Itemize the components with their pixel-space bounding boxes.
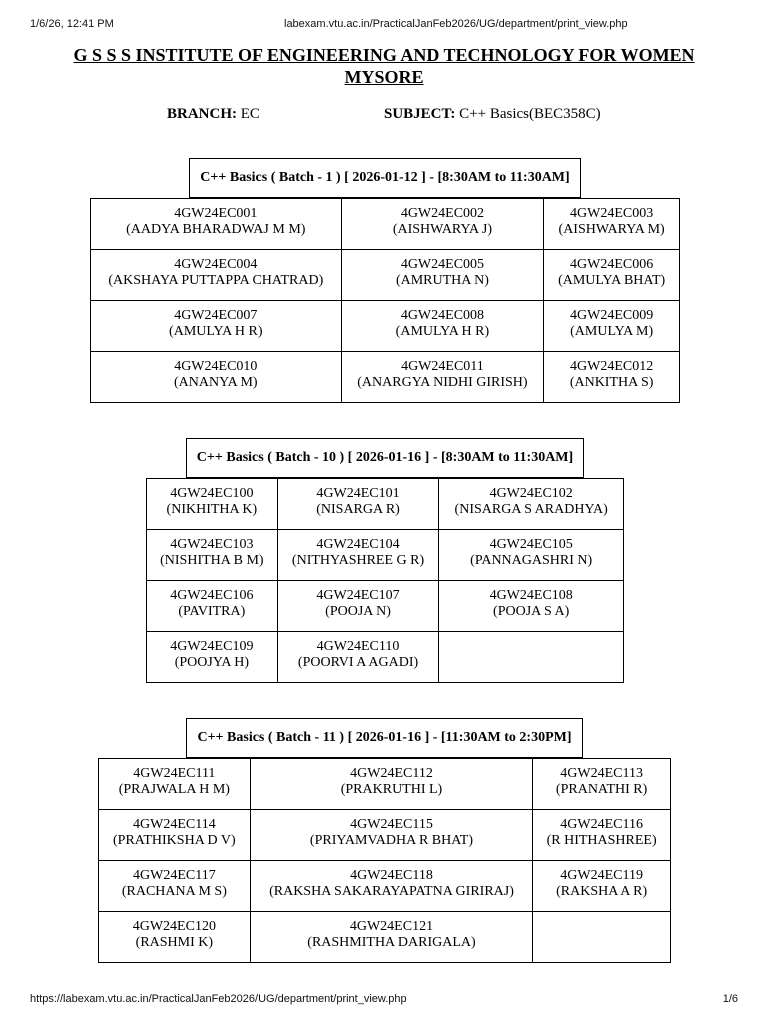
student-cell <box>99 810 251 861</box>
student-usn: 4GW24EC120 <box>132 919 216 934</box>
grid-body <box>147 479 624 683</box>
student-cell <box>544 199 680 250</box>
branch-label: BRANCH: <box>167 106 237 122</box>
student-name: (NISARGA S ARADHYA) <box>454 502 608 517</box>
student-name: (PRIYAMVADHA R BHAT) <box>309 833 474 848</box>
table-row <box>91 199 680 250</box>
student-cell <box>533 861 671 912</box>
student-name: (AMULYA H R) <box>395 324 490 339</box>
print-datetime: 1/6/26, 12:41 PM <box>30 18 114 30</box>
student-usn: 4GW24EC118 <box>350 868 433 883</box>
student-usn: 4GW24EC114 <box>133 817 216 832</box>
student-usn: 4GW24EC116 <box>560 817 643 832</box>
table-row <box>147 632 624 683</box>
table-row <box>147 479 624 530</box>
student-cell <box>544 301 680 352</box>
table-row <box>147 581 624 632</box>
student-cell <box>147 479 278 530</box>
student-cell <box>533 912 671 963</box>
student-usn: 4GW24EC006 <box>570 257 654 272</box>
student-name: (ANARGYA NIDHI GIRISH) <box>357 375 528 390</box>
student-name: (ANKITHA S) <box>569 375 654 390</box>
page-number: 1/6 <box>722 993 738 1005</box>
student-name: (POORVI A AGADI) <box>297 655 419 670</box>
student-name: (AMULYA M) <box>570 324 654 339</box>
student-cell <box>99 759 251 810</box>
student-usn: 4GW24EC100 <box>170 486 254 501</box>
student-cell <box>99 861 251 912</box>
student-cell <box>439 581 624 632</box>
batch-title: C++ Basics ( Batch - 1 ) [ 2026-01-12 ] - [8:30AM to 11:30AM] <box>189 158 580 198</box>
student-name: (PAVITRA) <box>178 604 246 619</box>
student-usn: 4GW24EC115 <box>350 817 433 832</box>
student-cell <box>91 301 342 352</box>
student-usn: 4GW24EC012 <box>570 359 654 374</box>
student-cell <box>341 250 544 301</box>
student-cell <box>341 352 544 403</box>
batch-title: C++ Basics ( Batch - 11 ) [ 2026-01-16 ] - [11:30AM to 2:30PM] <box>186 718 582 758</box>
student-usn: 4GW24EC111 <box>133 766 216 781</box>
student-name: (POOJA N) <box>325 604 391 619</box>
student-name: (AKSHAYA PUTTAPPA CHATRAD) <box>108 273 324 288</box>
branch-value: EC <box>240 106 260 122</box>
student-cell <box>341 199 544 250</box>
student-cell <box>277 581 439 632</box>
batch-title: C++ Basics ( Batch - 10 ) [ 2026-01-16 ] - [8:30AM to 11:30AM] <box>186 438 584 478</box>
student-usn: 4GW24EC105 <box>489 537 573 552</box>
student-name: (POOJA S A) <box>493 604 570 619</box>
student-usn: 4GW24EC110 <box>316 639 400 654</box>
student-cell <box>341 301 544 352</box>
student-name: (RAKSHA A R) <box>556 884 648 899</box>
student-name: (RASHMI K) <box>135 935 214 950</box>
student-grid <box>98 758 671 963</box>
subject-label: SUBJECT: <box>384 106 456 122</box>
student-name: (RAKSHA SAKARAYAPATNA GIRIRAJ) <box>269 884 514 899</box>
table-row <box>99 759 671 810</box>
student-name: (PRAKRUTHI L) <box>340 782 443 797</box>
student-name: (AMULYA H R) <box>169 324 263 339</box>
batch-section <box>90 158 680 403</box>
student-name: (AADYA BHARADWAJ M M) <box>126 222 306 237</box>
table-row <box>99 861 671 912</box>
student-usn: 4GW24EC107 <box>316 588 400 603</box>
institute-city: MYSORE <box>344 67 424 87</box>
print-footer-url: https://labexam.vtu.ac.in/PracticalJanFeb2026/UG/department/print_view.php <box>30 993 407 1005</box>
student-usn: 4GW24EC112 <box>350 766 433 781</box>
student-grid <box>146 478 624 683</box>
student-cell <box>277 632 439 683</box>
student-cell <box>250 912 533 963</box>
batch-section <box>146 438 624 683</box>
student-usn: 4GW24EC009 <box>570 308 654 323</box>
student-usn: 4GW24EC119 <box>560 868 643 883</box>
table-row <box>99 912 671 963</box>
student-usn: 4GW24EC002 <box>400 206 485 221</box>
student-name: (RACHANA M S) <box>121 884 227 899</box>
student-cell <box>439 530 624 581</box>
student-usn: 4GW24EC101 <box>316 486 400 501</box>
student-name: (POOJYA H) <box>174 655 249 670</box>
student-name: (RASHMITHA DARIGALA) <box>307 935 476 950</box>
table-row <box>91 352 680 403</box>
student-cell <box>250 810 533 861</box>
print-header-url: labexam.vtu.ac.in/PracticalJanFeb2026/UG/department/print_view.php <box>284 18 628 30</box>
student-cell <box>91 352 342 403</box>
table-row <box>91 301 680 352</box>
student-usn: 4GW24EC108 <box>489 588 573 603</box>
page-title <box>0 44 768 88</box>
student-cell <box>147 581 278 632</box>
student-usn: 4GW24EC001 <box>174 206 258 221</box>
branch-info <box>167 106 260 123</box>
student-name: (AISHWARYA J) <box>392 222 493 237</box>
subject-value: C++ Basics(BEC358C) <box>459 106 601 122</box>
student-name: (ANANYA M) <box>173 375 258 390</box>
student-name: (R HITHASHREE) <box>546 833 657 848</box>
student-name: (PRATHIKSHA D V) <box>113 833 236 848</box>
student-cell <box>91 250 342 301</box>
student-usn: 4GW24EC010 <box>174 359 258 374</box>
student-name: (PANNAGASHRI N) <box>470 553 593 568</box>
student-cell <box>277 530 439 581</box>
student-cell <box>533 759 671 810</box>
student-cell <box>533 810 671 861</box>
student-usn: 4GW24EC007 <box>174 308 258 323</box>
student-cell <box>91 199 342 250</box>
table-row <box>147 530 624 581</box>
institute-name: G S S S INSTITUTE OF ENGINEERING AND TECHNOLOGY FOR WOMEN <box>73 45 695 65</box>
student-cell <box>250 759 533 810</box>
student-cell <box>250 861 533 912</box>
student-name: (NISHITHA B M) <box>160 553 264 568</box>
student-usn: 4GW24EC104 <box>316 537 400 552</box>
table-row <box>99 810 671 861</box>
student-cell <box>439 479 624 530</box>
batch-section <box>98 718 671 963</box>
student-usn: 4GW24EC106 <box>170 588 254 603</box>
student-usn: 4GW24EC103 <box>170 537 254 552</box>
student-name: (AISHWARYA M) <box>558 222 665 237</box>
student-usn: 4GW24EC113 <box>560 766 643 781</box>
student-name: (AMULYA BHAT) <box>558 273 666 288</box>
subject-info <box>384 106 601 123</box>
student-usn: 4GW24EC004 <box>174 257 258 272</box>
student-usn: 4GW24EC117 <box>133 868 216 883</box>
student-cell <box>277 479 439 530</box>
table-row <box>91 250 680 301</box>
student-name: (NITHYASHREE G R) <box>291 553 425 568</box>
student-cell <box>544 250 680 301</box>
student-name: (NISARGA R) <box>316 502 400 517</box>
student-name: (PRANATHI R) <box>555 782 648 797</box>
student-name: (NIKHITHA K) <box>166 502 258 517</box>
student-cell <box>99 912 251 963</box>
student-name: (AMRUTHA N) <box>395 273 489 288</box>
student-usn: 4GW24EC121 <box>349 919 434 934</box>
student-cell <box>544 352 680 403</box>
student-usn: 4GW24EC109 <box>170 639 254 654</box>
student-usn: 4GW24EC003 <box>570 206 654 221</box>
student-usn: 4GW24EC008 <box>400 308 485 323</box>
student-usn: 4GW24EC102 <box>489 486 573 501</box>
student-cell <box>147 530 278 581</box>
student-cell <box>147 632 278 683</box>
student-usn: 4GW24EC011 <box>401 359 484 374</box>
student-grid <box>90 198 680 403</box>
grid-body <box>99 759 671 963</box>
student-usn: 4GW24EC005 <box>400 257 485 272</box>
grid-body <box>91 199 680 403</box>
student-name: (PRAJWALA H M) <box>118 782 230 797</box>
student-cell <box>439 632 624 683</box>
